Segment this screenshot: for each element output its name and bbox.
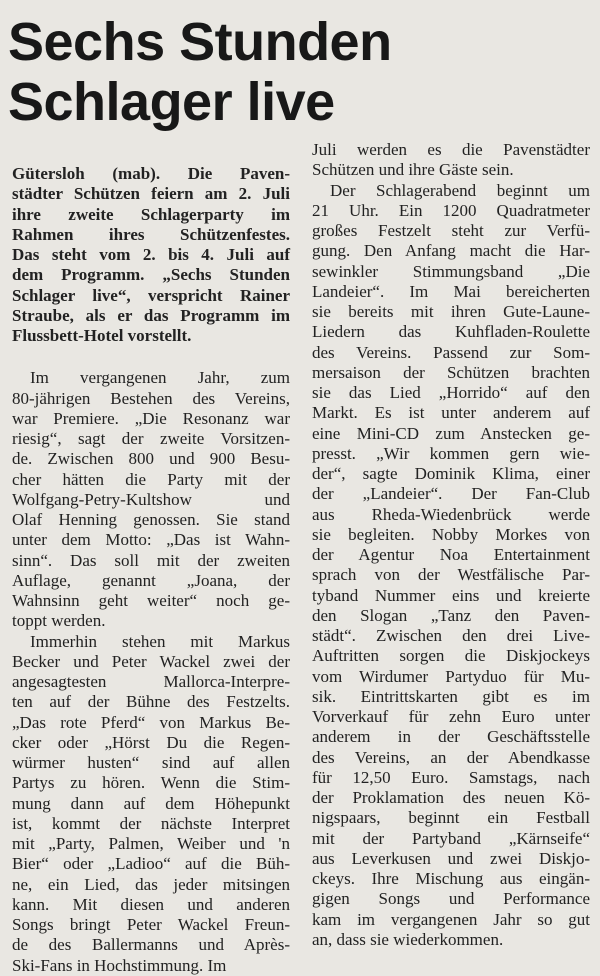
body-line: aus Leverkusen und zwei Diskjo- [312,848,590,868]
lead-line: Straube, als er das Programm im [12,305,290,325]
body-line: anderem in der Geschäftsstelle [312,727,590,747]
body-line: Juli werden es die Pavenstädter [312,140,590,159]
body-line: ne, ein Lied, das jeder mitsingen [12,874,290,894]
headline-line-1: Sechs Stunden [8,12,392,72]
body-text-left [12,368,290,976]
body-line: eine Mini-CD zum Anstecken ge- [312,423,590,443]
headline-line-2: Schlager live [8,72,335,132]
body-line: Wahnsinn geht weiter“ noch ge- [12,591,290,610]
body-line: sie begleiten. Nobby Morkes von [312,524,590,544]
body-line: war Premiere. „Die Resonanz war [12,408,290,428]
body-line: sik. Eintrittskarten gibt es im [312,686,590,706]
right-column [312,140,590,950]
body-line: 80-jährigen Bestehen des Vereins, [12,388,290,408]
body-line: nigspaars, beginnt ein Festball [312,808,590,828]
body-line: Markt. Es ist unter anderem auf [312,403,590,423]
body-line: sinn“. Das soll mit der zweiten [12,550,290,570]
body-line: de. Zwischen 800 und 900 Besu- [12,449,290,469]
body-line: sie bereits mit ihren Gute-Laune- [312,302,590,321]
body-line: cker oder „Hörst Du die Regen- [12,732,290,752]
body-line: städt“. Zwischen den drei Live- [312,626,590,645]
body-line: Partys zu hören. Wenn die Stim- [12,773,290,793]
lead-line: Gütersloh (mab). Die Paven- [12,164,290,183]
body-line: Im vergangenen Jahr, zum [30,368,290,388]
body-line: Liedern das Kuhfladen-Roulette [312,322,590,342]
body-line: sie das Lied „Horrido“ auf den [312,383,590,402]
body-line: Immerhin stehen mit Markus [30,631,290,651]
body-line: unter dem Motto: „Das ist Wahn- [12,530,290,550]
body-line: Auftritten sorgen die Diskjockeys [312,646,590,666]
body-line: der“, sagte Dominik Klima, einer [312,464,590,483]
body-line: gung. Den Anfang macht die Har- [312,241,590,261]
body-line: Becker und Peter Wackel zwei der [12,651,290,671]
left-column [12,164,290,976]
body-line: Auflage, genannt „Joana, der [12,570,290,590]
body-line: Wolfgang-Petry-Kultshow und [12,489,290,509]
body-line: ten auf der Bühne des Festzelts. [12,692,290,712]
body-line: ist, kommt der nächste Interpret [12,813,290,833]
body-line: Olaf Henning genossen. Sie stand [12,510,290,529]
body-line: mersaison der Schützen brachten [312,362,590,382]
body-line: toppt werden. [12,611,106,631]
body-line: des Vereins. Passend zur Som- [312,342,590,362]
body-line: der Proklamation des neuen Kö- [312,788,590,807]
body-line: angesagtesten Mallorca-Interpre- [12,672,290,691]
body-line: mit „Party, Palmen, Weiber und 'n [12,834,290,853]
body-line: des Vereins, an der Abendkasse [312,747,590,767]
headline [8,12,488,132]
lead-line: städter Schützen feiern am 2. Juli [12,184,290,204]
body-line: vom Wirdumer Partyduo für Mu- [312,666,590,686]
body-line: kann. Mit diesen und anderen [12,894,290,914]
body-line: sprach von der Westfälische Par- [312,565,590,585]
body-line: riesig“, sagt der zweite Vorsitzen- [12,429,290,448]
body-line: Vorverkauf für zehn Euro unter [312,707,590,726]
lead-paragraph [12,164,290,346]
lead-line: Schlager live“, verspricht Rainer [12,285,290,305]
body-line: den Slogan „Tanz den Paven- [312,605,590,625]
body-line: Der Schlagerabend beginnt um [330,180,590,200]
body-line: sewinkler Stimmungsband „Die [312,261,590,281]
body-line: Bier“ oder „Ladioo“ auf die Büh- [12,854,290,874]
body-line: „Das rote Pferd“ von Markus Be- [12,712,290,732]
body-line: würmer husten“ sind auf allen [12,753,290,772]
lead-line: Rahmen ihres Schützenfestes. [12,224,290,244]
body-line: Ski-Fans in Hochstimmung. Im [12,955,227,975]
body-line: Songs bringt Peter Wackel Freun- [12,915,290,934]
body-line: Landeier“. Im Mai bereicherten [312,281,590,301]
body-line: mung dann auf dem Höhepunkt [12,793,290,813]
body-line: großes Festzelt steht zur Verfü- [312,221,590,240]
body-line: 21 Uhr. Ein 1200 Quadratmeter [312,200,590,220]
body-line: gigen Songs und Performance [312,889,590,909]
body-line: mit der Partyband „Kärnseife“ [312,828,590,848]
body-line: der Agentur Noa Entertainment [312,545,590,564]
lead-line: Das steht vom 2. bis 4. Juli auf [12,245,290,264]
lead-line: Flussbett-Hotel vorstellt. [12,326,192,345]
paragraph-gap [12,346,290,368]
body-line: cher hätten die Party mit der [12,469,290,489]
body-line: de des Ballermanns und Après- [12,935,290,955]
body-line: für 12,50 Euro. Samstags, nach [312,767,590,787]
body-line: kam im vergangenen Jahr so gut [312,909,590,929]
lead-line: dem Programm. „Sechs Stunden [12,265,290,285]
body-line: ckeys. Ihre Mischung aus eingän- [312,869,590,888]
body-line: aus Rheda-Wiedenbrück werde [312,504,590,524]
body-line: presst. „Wir kommen gern wie- [312,443,590,463]
body-line: an, dass sie wiederkommen. [312,929,504,949]
body-line: Schützen und ihre Gäste sein. [312,160,514,180]
body-line: tyband Nummer eins und kreierte [312,585,590,605]
lead-line: ihre zweite Schlagerparty im [12,204,290,224]
body-line: der „Landeier“. Der Fan-Club [312,484,590,504]
